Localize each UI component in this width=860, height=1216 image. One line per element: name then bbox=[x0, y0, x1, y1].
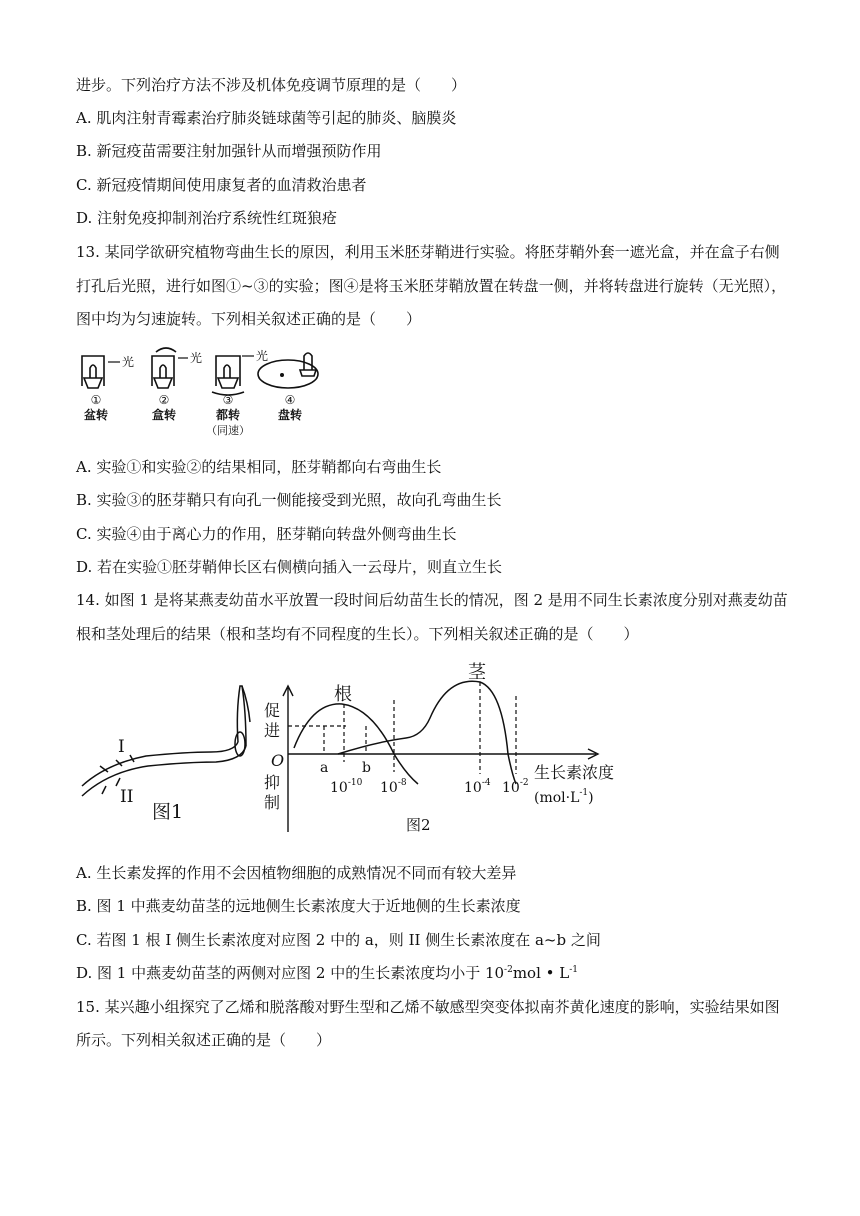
light-label-1: 光 bbox=[122, 355, 135, 369]
q12-option-d: D. 注射免疫抑制剂治疗系统性红斑狼疮 bbox=[76, 209, 338, 227]
caption-both-rotate: 都转 bbox=[215, 408, 241, 422]
figure1-title: 图1 bbox=[152, 801, 184, 823]
figure2-title: 图2 bbox=[406, 816, 431, 834]
side-II-label: II bbox=[120, 787, 134, 807]
q13-option-d: D. 若在实验①胚芽鞘伸长区右侧横向插入一云母片，则直立生长 bbox=[76, 558, 503, 576]
q14-option-c: C. 若图 1 根 I 侧生长素浓度对应图 2 中的 a，则 II 侧生长素浓度在 a~b 之间 bbox=[76, 931, 601, 949]
root-label: 根 bbox=[334, 684, 352, 705]
tick-1e-4: $10^{-4}$ bbox=[464, 778, 491, 796]
x-axis-label: 生长素浓度 bbox=[534, 763, 615, 782]
q12-option-a: A. 肌肉注射青霉素治疗肺炎链球菌等引起的肺炎、脑膜炎 bbox=[76, 109, 457, 127]
caption-pot-rotate: 盆转 bbox=[83, 408, 109, 422]
tick-1e-8: $10^{-8}$ bbox=[380, 778, 407, 796]
caption-turntable: 盘转 bbox=[277, 408, 303, 422]
q13-option-b: B. 实验③的胚芽鞘只有向孔一侧能接受到光照，故向孔弯曲生长 bbox=[76, 491, 502, 509]
q14-option-a: A. 生长素发挥的作用不会因植物细胞的成熟情况不同而有较大差异 bbox=[76, 864, 517, 882]
q15-stem-line2: 所示。下列相关叙述正确的是（ ） bbox=[76, 1031, 332, 1049]
light-label-3: 光 bbox=[256, 349, 269, 363]
q14-stem-line2: 根和茎处理后的结果（根和茎均有不同程度的生长）。下列相关叙述正确的是（ ） bbox=[76, 625, 639, 643]
turntable-center-icon bbox=[280, 373, 284, 377]
q13-option-c: C. 实验④由于离心力的作用，胚芽鞘向转盘外侧弯曲生长 bbox=[76, 525, 457, 543]
origin-label: O bbox=[271, 751, 285, 770]
q13-stem-line1: 13. 某同学欲研究植物弯曲生长的原因，利用玉米胚芽鞘进行实验。将胚芽鞘外套一遮光盒，并在盒子右侧 bbox=[76, 243, 780, 261]
figure-label-1: ① bbox=[90, 393, 102, 407]
q14-stem-line1: 14. 如图 1 是将某燕麦幼苗水平放置一段时间后幼苗生长的情况，图 2 是用不同生长素浓度分别对燕麦幼苗 bbox=[76, 591, 788, 609]
stem-label: 茎 bbox=[468, 662, 486, 683]
tick-1e-2: $10^{-2}$ bbox=[502, 778, 529, 796]
x-axis-unit: $(mol\cdot L^{-1})$ bbox=[534, 788, 594, 806]
q14-option-b: B. 图 1 中燕麦幼苗茎的远地侧生长素浓度大于近地侧的生长素浓度 bbox=[76, 897, 521, 915]
phototropism-figure bbox=[76, 342, 336, 440]
auxin-figure bbox=[76, 662, 636, 840]
q12-option-b: B. 新冠疫苗需要注射加强针从而增强预防作用 bbox=[76, 142, 382, 160]
inhibit-label-1: 抑 bbox=[264, 773, 281, 792]
q12-option-c: C. 新冠疫情期间使用康复者的血清救治患者 bbox=[76, 176, 367, 194]
side-I-label: I bbox=[118, 737, 125, 757]
seedling-drawing bbox=[82, 686, 250, 796]
q13-option-a: A. 实验①和实验②的结果相同，胚芽鞘都向右弯曲生长 bbox=[76, 458, 442, 476]
root-curve bbox=[294, 704, 418, 784]
promote-label-2: 进 bbox=[264, 721, 281, 740]
caption-same-speed: （同速） bbox=[206, 424, 250, 437]
q15-stem-line1: 15. 某兴趣小组探究了乙烯和脱落酸对野生型和乙烯不敏感型突变体拟南芥黄化速度的影响，实验结果如图 bbox=[76, 998, 780, 1016]
q14-option-d: D. 图 1 中燕麦幼苗茎的两侧对应图 2 中的生长素浓度均小于 $10^{-2}mol$ • $L^{-1}$ bbox=[76, 964, 579, 982]
promote-label-1: 促 bbox=[264, 701, 281, 720]
point-a-label: a bbox=[320, 760, 329, 776]
point-b-label: b bbox=[362, 760, 371, 776]
tick-1e-10: $10^{-10}$ bbox=[330, 778, 363, 796]
q12-stem: 进步。下列治疗方法不涉及机体免疫调节原理的是（ ） bbox=[76, 76, 467, 94]
inhibit-label-2: 制 bbox=[264, 793, 281, 812]
figure-label-3: ③ bbox=[222, 393, 234, 407]
q13-stem-line3: 图中均为匀速旋转。下列相关叙述正确的是（ ） bbox=[76, 310, 422, 328]
light-label-2: 光 bbox=[190, 351, 203, 365]
q13-stem-line2: 打孔后光照，进行如图①~③的实验；图④是将玉米胚芽鞘放置在转盘一侧，并将转盘进行旋转（无光照）， bbox=[76, 277, 787, 295]
figure-label-4: ④ bbox=[284, 393, 296, 407]
caption-box-rotate: 盒转 bbox=[151, 408, 177, 422]
figure-label-2: ② bbox=[158, 393, 170, 407]
